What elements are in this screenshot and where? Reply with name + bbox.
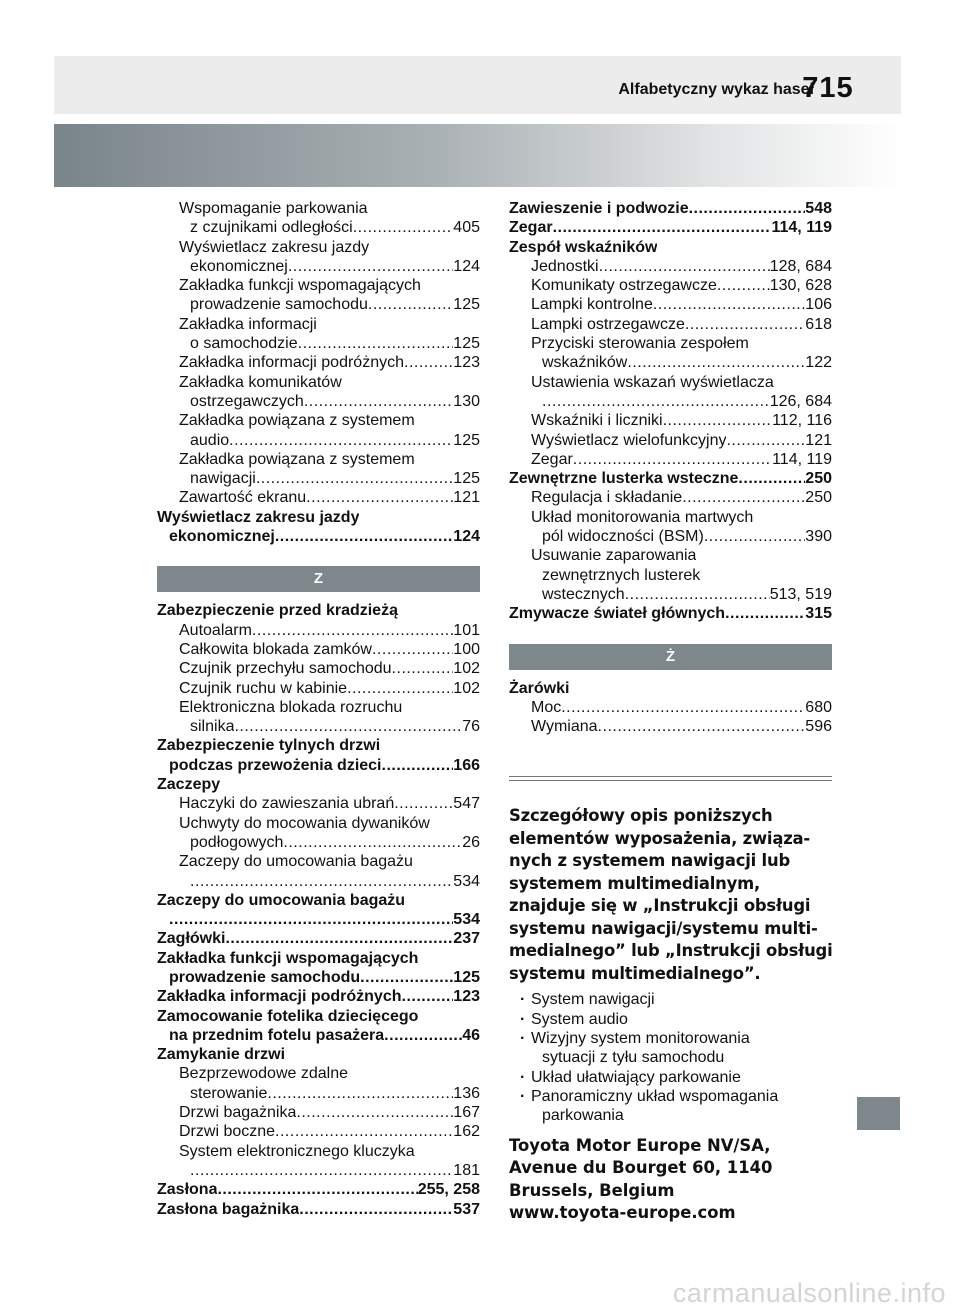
note-line: systemem multimedialnym, — [509, 873, 761, 893]
index-entry: Haczyki do zawieszania ubrań ..... 547 — [157, 794, 480, 813]
website-url: www.toyota-europe.com — [509, 1203, 736, 1222]
index-entry: Zakładka komunikatów — [179, 373, 342, 391]
index-entry: Wspomaganie parkowania — [179, 200, 368, 217]
index-entry: Zespół wskaźników — [509, 238, 658, 256]
index-entry: Zakładka informacji podróżnych ..... 123 — [157, 987, 480, 1006]
index-entry: ..... 126, 684 — [509, 392, 832, 411]
index-entry: Zamocowanie fotelika dziecięcego — [157, 1007, 419, 1025]
index-entry: ..... 534 — [157, 872, 480, 891]
index-entry: sterowanie ..... 136 — [157, 1084, 480, 1103]
index-entry: Drzwi boczne ..... 162 — [157, 1122, 480, 1141]
index-entry: Zmywacze świateł głównych ..... 315 — [509, 604, 832, 623]
index-entry: Czujnik ruchu w kabinie ..... 102 — [157, 679, 480, 698]
watermark: carmanualsonline.info — [672, 1278, 946, 1308]
index-entry: Przyciski sterowania zespołem — [531, 335, 749, 353]
bullet-item: · System nawigacji — [509, 990, 832, 1009]
index-entry: Zewnętrzne lusterka wsteczne ..... 250 — [509, 469, 832, 488]
index-entry: o samochodzie ..... 125 — [157, 334, 480, 353]
index-entry: ostrzegawczych ..... 130 — [157, 392, 480, 411]
index-entry: audio ..... 125 — [157, 431, 480, 450]
index-entry: Zakładka powiązana z systemem — [179, 450, 415, 468]
right-column — [509, 199, 832, 1225]
index-entry: Jednostki ..... 128, 684 — [509, 257, 832, 276]
index-entry: Drzwi bagażnika ..... 167 — [157, 1103, 480, 1122]
index-entry: Elektroniczna blokada rozruchu — [179, 698, 403, 716]
index-entry: Żarówki — [509, 679, 570, 697]
index-entry: Całkowita blokada zamków ..... 100 — [157, 640, 480, 659]
publisher-address — [509, 1135, 832, 1225]
index-entry: Zaczepy do umocowania bagażu — [157, 891, 406, 909]
index-entry: Zabezpieczenie przed kradzieżą — [157, 602, 398, 620]
index-entry: Lampki kontrolne ..... 106 — [509, 295, 832, 314]
index-entry: Zaczepy — [157, 776, 221, 794]
index-entry: ..... 181 — [157, 1161, 480, 1180]
index-entry: Bezprzewodowe zdalne — [179, 1065, 348, 1083]
index-entry: Zegar ..... 114, 119 — [509, 218, 832, 237]
bullet-item-continuation: parkowania — [542, 1107, 624, 1125]
index-entry: Moc ..... 680 — [509, 698, 832, 717]
index-entry: Zakładka powiązana z systemem — [179, 412, 415, 430]
index-entry: nawigacji ..... 125 — [157, 469, 480, 488]
double-rule-divider — [509, 776, 832, 781]
index-entry: Zawieszenie i podwozie ..... 548 — [509, 199, 832, 218]
index-entry: z czujnikami odległości ..... 405 — [157, 218, 480, 237]
index-entry: Usuwanie zaparowania — [531, 547, 697, 565]
index-entry: zewnętrznych lusterek — [542, 566, 701, 584]
index-entry: silnika ..... 76 — [157, 717, 480, 736]
bullet-item: · Panoramiczny układ wspomagania — [509, 1087, 832, 1106]
index-entry: podczas przewożenia dzieci ..... 166 — [157, 756, 480, 775]
index-entry: Wskaźniki i liczniki ..... 112, 116 — [509, 411, 832, 430]
index-entry: Lampki ostrzegawcze ..... 618 — [509, 315, 832, 334]
bullet-item-continuation: sytuacji z tyłu samochodu — [542, 1049, 725, 1067]
left-column — [157, 199, 480, 1219]
index-entry: prowadzenie samochodu ..... 125 — [157, 968, 480, 987]
page-header-title: Alfabetyczny wykaz haseł — [618, 81, 814, 98]
index-entry: ekonomicznej ..... 124 — [157, 527, 480, 546]
index-entry: Zegar ..... 114, 119 — [509, 450, 832, 469]
address-line: Avenue du Bourget 60, 1140 — [509, 1158, 773, 1177]
index-entry: Ustawienia wskazań wyświetlacza — [531, 373, 774, 391]
index-entry: prowadzenie samochodu ..... 125 — [157, 295, 480, 314]
index-entry: Zakładka funkcji wspomagających — [179, 277, 421, 295]
bullet-item: · System audio — [509, 1010, 832, 1029]
index-entry: Zaczepy do umocowania bagażu — [179, 853, 413, 871]
index-entry: Wyświetlacz wielofunkcyjny ..... 121 — [509, 431, 832, 450]
index-entry: Komunikaty ostrzegawcze ..... 130, 628 — [509, 276, 832, 295]
index-entry: ekonomicznej ..... 124 — [157, 257, 480, 276]
address-line: Toyota Motor Europe NV/SA, — [509, 1135, 771, 1155]
index-entry: pól widoczności (BSM) ..... 390 — [509, 527, 832, 546]
index-entry: wskaźników ..... 122 — [509, 353, 832, 372]
index-entry: Uchwyty do mocowania dywaników — [179, 814, 430, 832]
index-entry: Wyświetlacz zakresu jazdy — [157, 508, 360, 526]
address-line: Brussels, Belgium — [509, 1180, 675, 1200]
bullet-item: · Wizyjny system monitorowania — [509, 1029, 832, 1048]
index-entry: wstecznych ..... 513, 519 — [509, 585, 832, 604]
chapter-tab — [857, 1097, 900, 1130]
index-entry: Układ monitorowania martwych — [531, 508, 754, 526]
index-entry: Regulacja i składanie ..... 250 — [509, 488, 832, 507]
index-entry: Zasłona bagażnika ..... 537 — [157, 1200, 480, 1219]
index-entry: Zagłówki ..... 237 — [157, 929, 480, 948]
index-entry: Zakładka informacji — [179, 315, 317, 333]
index-entry: System elektronicznego kluczyka — [179, 1142, 415, 1160]
index-entry: na przednim fotelu pasażera ..... 46 — [157, 1026, 480, 1045]
index-entry: Zakładka informacji podróżnych ..... 123 — [157, 353, 480, 372]
note-line: systemu nawigacji/systemu multi- — [509, 918, 818, 938]
index-entry: ..... 534 — [157, 910, 480, 929]
index-entry: Zamykanie drzwi — [157, 1046, 286, 1064]
note-line: systemu multimedialnego”. — [509, 963, 761, 983]
bullet-list — [509, 990, 832, 1125]
index-entry: Zawartość ekranu ..... 121 — [157, 488, 480, 507]
section-letter-zz: Ż — [509, 644, 832, 670]
section-letter-z: Z — [157, 566, 480, 592]
index-entry: Wymiana ..... 596 — [509, 717, 832, 736]
bullet-item: · Układ ułatwiający parkowanie — [509, 1068, 832, 1087]
index-entry: Zakładka funkcji wspomagających — [157, 949, 419, 967]
note-line: Szczegółowy opis poniższych — [509, 806, 773, 826]
note-line: elementów wyposażenia, związa- — [509, 828, 810, 848]
index-entry: Zabezpieczenie tylnych drzwi — [157, 737, 381, 755]
decorative-band — [54, 124, 901, 187]
multimedia-note — [509, 805, 832, 985]
index-entry: Wyświetlacz zakresu jazdy — [179, 238, 370, 256]
index-entry: Czujnik przechyłu samochodu ..... 102 — [157, 659, 480, 678]
index-entry: Autoalarm ..... 101 — [157, 621, 480, 640]
note-line: medialnego” lub „Instrukcji obsługi — [509, 941, 833, 961]
note-line: znajduje się w „Instrukcji obsługi — [509, 896, 811, 916]
index-entry: podłogowych ..... 26 — [157, 833, 480, 852]
note-line: nych z systemem nawigacji lub — [509, 851, 790, 871]
page-number: 715 — [802, 72, 854, 104]
index-entry: Zasłona ..... 255, 258 — [157, 1180, 480, 1199]
